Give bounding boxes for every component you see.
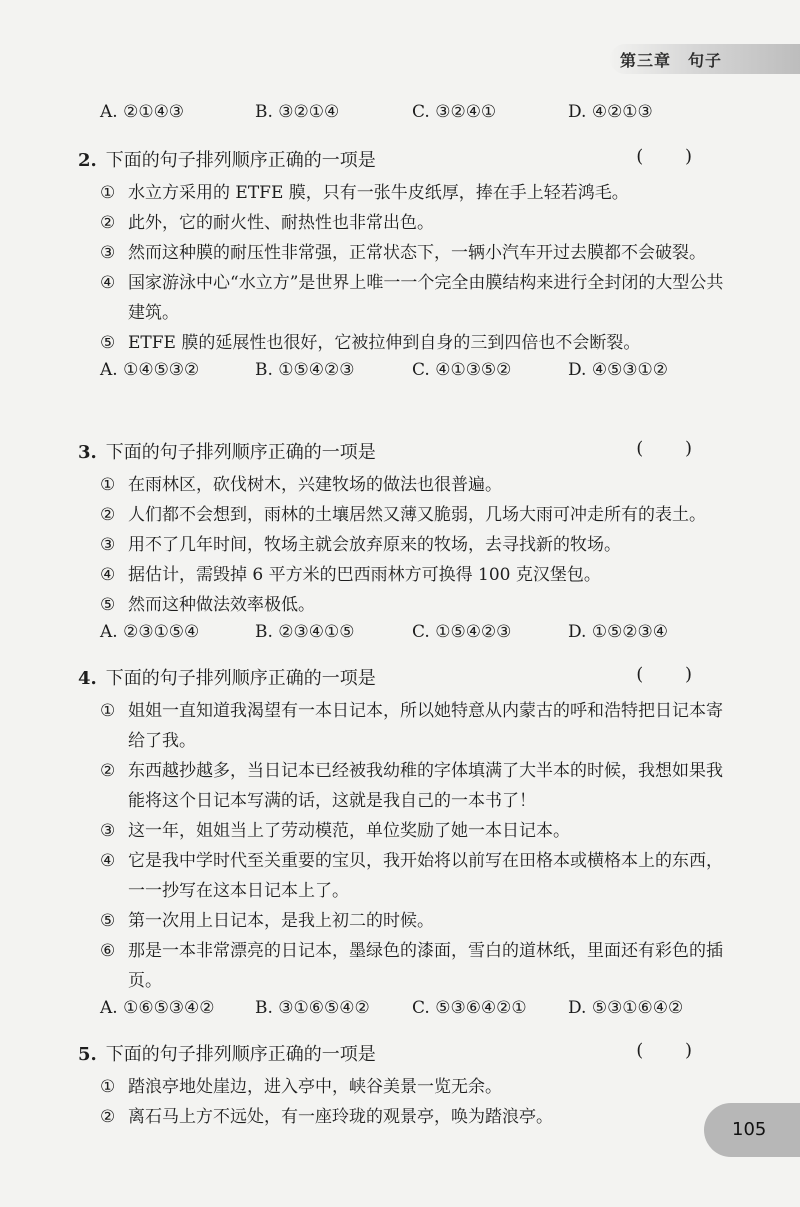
statement-3: ③ 用不了几年时间，牧场主就会放弃原来的牧场，去寻找新的牧场。 [100,535,621,555]
question-header [78,664,728,696]
option-b: B. ③②①④ [255,102,340,122]
question-prompt: 下面的句子排列顺序正确的一项是 [105,442,376,463]
choice-row [100,996,728,1026]
statement-4: ④ 它是我中学时代至关重要的宝贝，我开始将以前写在田格本或横格本上的东西，一一抄写在这本日记本上了。 [100,851,723,901]
answer-blank: ( ) [636,1040,710,1061]
option-c: C. ③②④① [412,102,497,122]
statement-1: ① 姐姐一直知道我渴望有一本日记本，所以她特意从内蒙古的呼和浩特把日记本寄给了我。 [100,701,723,751]
option-d: D. ④②①③ [568,102,653,122]
question-header [78,438,728,470]
page-number-badge [704,1103,800,1157]
statement-3: ③ 然而这种膜的耐压性非常强，正常状态下，一辆小汽车开过去膜都不会破裂。 [100,243,706,263]
option-b: B. ②③④①⑤ [255,622,355,642]
statement-5: ⑤ 然而这种做法效率极低。 [100,595,315,615]
question-number: 3. [78,442,97,463]
question-2 [78,146,728,388]
option-b: B. ③①⑥⑤④② [255,998,370,1018]
statement-4: ④ 国家游泳中心“水立方”是世界上唯一一个完全由膜结构来进行全封闭的大型公共建筑。 [100,273,724,323]
option-d: D. ④⑤③①② [568,360,669,380]
statement-1: ① 水立方采用的 ETFE 膜，只有一张牛皮纸厚，捧在手上轻若鸿毛。 [100,183,629,203]
chapter-title: 第三章 句子 [620,51,723,70]
statement-4: ④ 据估计，需毁掉 6 平方米的巴西雨林方可换得 100 克汉堡包。 [100,565,601,585]
answer-blank: ( ) [636,664,710,685]
option-c: C. ④①③⑤② [412,360,512,380]
chapter-header-tab [610,44,800,74]
page-number: 105 [732,1119,767,1140]
question-prompt: 下面的句子排列顺序正确的一项是 [105,1044,376,1065]
question-header [78,146,728,178]
option-d: D. ①⑤②③④ [568,622,669,642]
question-prompt: 下面的句子排列顺序正确的一项是 [105,668,376,689]
question-number: 2. [78,150,97,171]
question-4 [78,664,728,1026]
statement-1: ① 踏浪亭地处崖边，进入亭中，峡谷美景一览无余。 [100,1077,502,1097]
statement-2: ② 东西越抄越多，当日记本已经被我幼稚的字体填满了大半本的时候，我想如果我能将这个日记本写满的话，这就是我自己的一本书了！ [100,761,723,811]
question-3 [78,438,728,650]
statement-2: ② 此外，它的耐火性、耐热性也非常出色。 [100,213,434,233]
option-b: B. ①⑤④②③ [255,360,355,380]
option-a: A. ②①④③ [100,102,185,122]
option-c: C. ①⑤④②③ [412,622,512,642]
answer-blank: ( ) [636,438,710,459]
question-header [78,1040,728,1072]
option-a: A. ①⑥⑤③④② [100,998,215,1018]
previous-question-options [100,102,680,130]
question-prompt: 下面的句子排列顺序正确的一项是 [105,150,376,171]
question-5 [78,1040,728,1132]
option-d: D. ⑤③①⑥④② [568,998,684,1018]
choice-row [100,358,728,388]
statement-5: ⑤ ETFE 膜的延展性也很好，它被拉伸到自身的三到四倍也不会断裂。 [100,333,641,353]
option-a: A. ①④⑤③② [100,360,200,380]
question-number: 4. [78,668,97,689]
statement-2: ② 人们都不会想到，雨林的土壤居然又薄又脆弱，几场大雨可冲走所有的表土。 [100,505,706,525]
statement-5: ⑤ 第一次用上日记本，是我上初二的时候。 [100,911,434,931]
statement-3: ③ 这一年，姐姐当上了劳动模范，单位奖励了她一本日记本。 [100,821,570,841]
statement-6: ⑥ 那是一本非常漂亮的日记本，墨绿色的漆面，雪白的道林纸，里面还有彩色的插页。 [100,941,723,991]
question-number: 5. [78,1044,97,1065]
answer-blank: ( ) [636,146,710,167]
statement-2: ② 离石马上方不远处，有一座玲珑的观景亭，唤为踏浪亭。 [100,1107,553,1127]
option-a: A. ②③①⑤④ [100,622,200,642]
choice-row [100,620,728,650]
statement-1: ① 在雨林区，砍伐树木，兴建牧场的做法也很普遍。 [100,475,502,495]
option-c: C. ⑤③⑥④②① [412,998,527,1018]
